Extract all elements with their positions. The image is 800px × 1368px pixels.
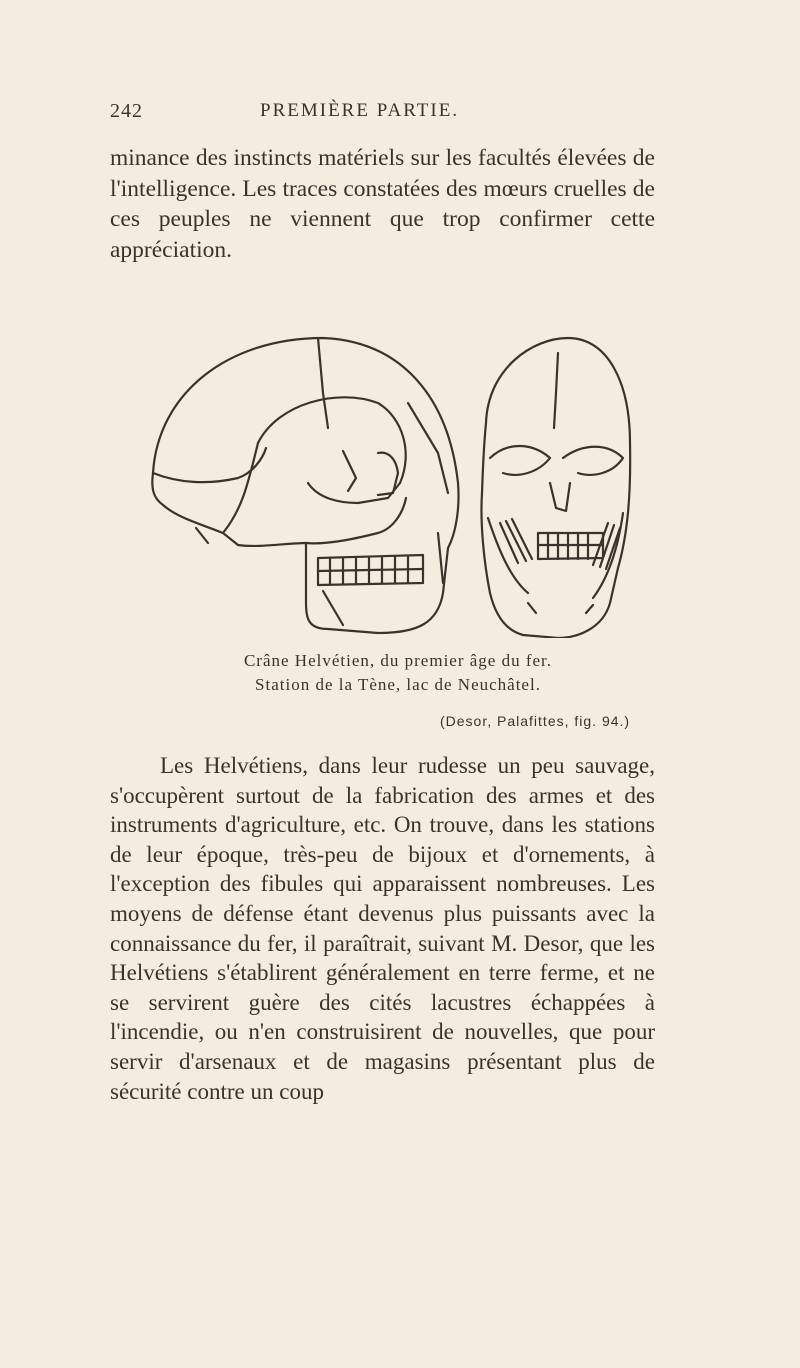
skull-profile-view — [152, 338, 458, 633]
figure-source: (Desor, Palafittes, fig. 94.) — [440, 713, 631, 729]
figure-caption-line1: Crâne Helvétien, du premier âge du fer. — [243, 651, 553, 670]
page-header — [110, 100, 640, 130]
figure-caption-line2: Station de la Tène, lac de Neuchâtel. — [255, 675, 541, 694]
skull-illustration — [138, 333, 633, 638]
skull-drawing — [138, 333, 633, 638]
paragraph-main: Les Helvétiens, dans leur rudesse un peu sauvage, s'occupèrent surtout de la fabrication des armes et des instruments d'agriculture, etc. On trouve, dans les stations de leur époque, très-peu de bijoux et d'ornements, à l'exception des fibules qui apparaissent nombreuses. Les moyens de défense étant devenus plus puissants avec la connaissance du fer, il paraîtrait, suivant M. Desor, que les Helvétiens s'établirent généralement en terre ferme, et ne se servirent guère des cités lacustres échappées à l'incendie, ou n'en construisirent de nouvelles, que pour servir d'arsenaux et de magasins présentant plus de sécurité contre un coup — [110, 753, 655, 1104]
skull-front-view — [481, 338, 630, 638]
page-number: 242 — [110, 100, 143, 122]
paragraph-top: minance des instincts matériels sur les facultés élevées de l'intelligence. Les traces constatées des mœurs cruelles de ces peuples ne viennent que trop confirmer cette appréciation. — [110, 145, 655, 263]
running-head: PREMIÈRE PARTIE. — [260, 100, 460, 121]
